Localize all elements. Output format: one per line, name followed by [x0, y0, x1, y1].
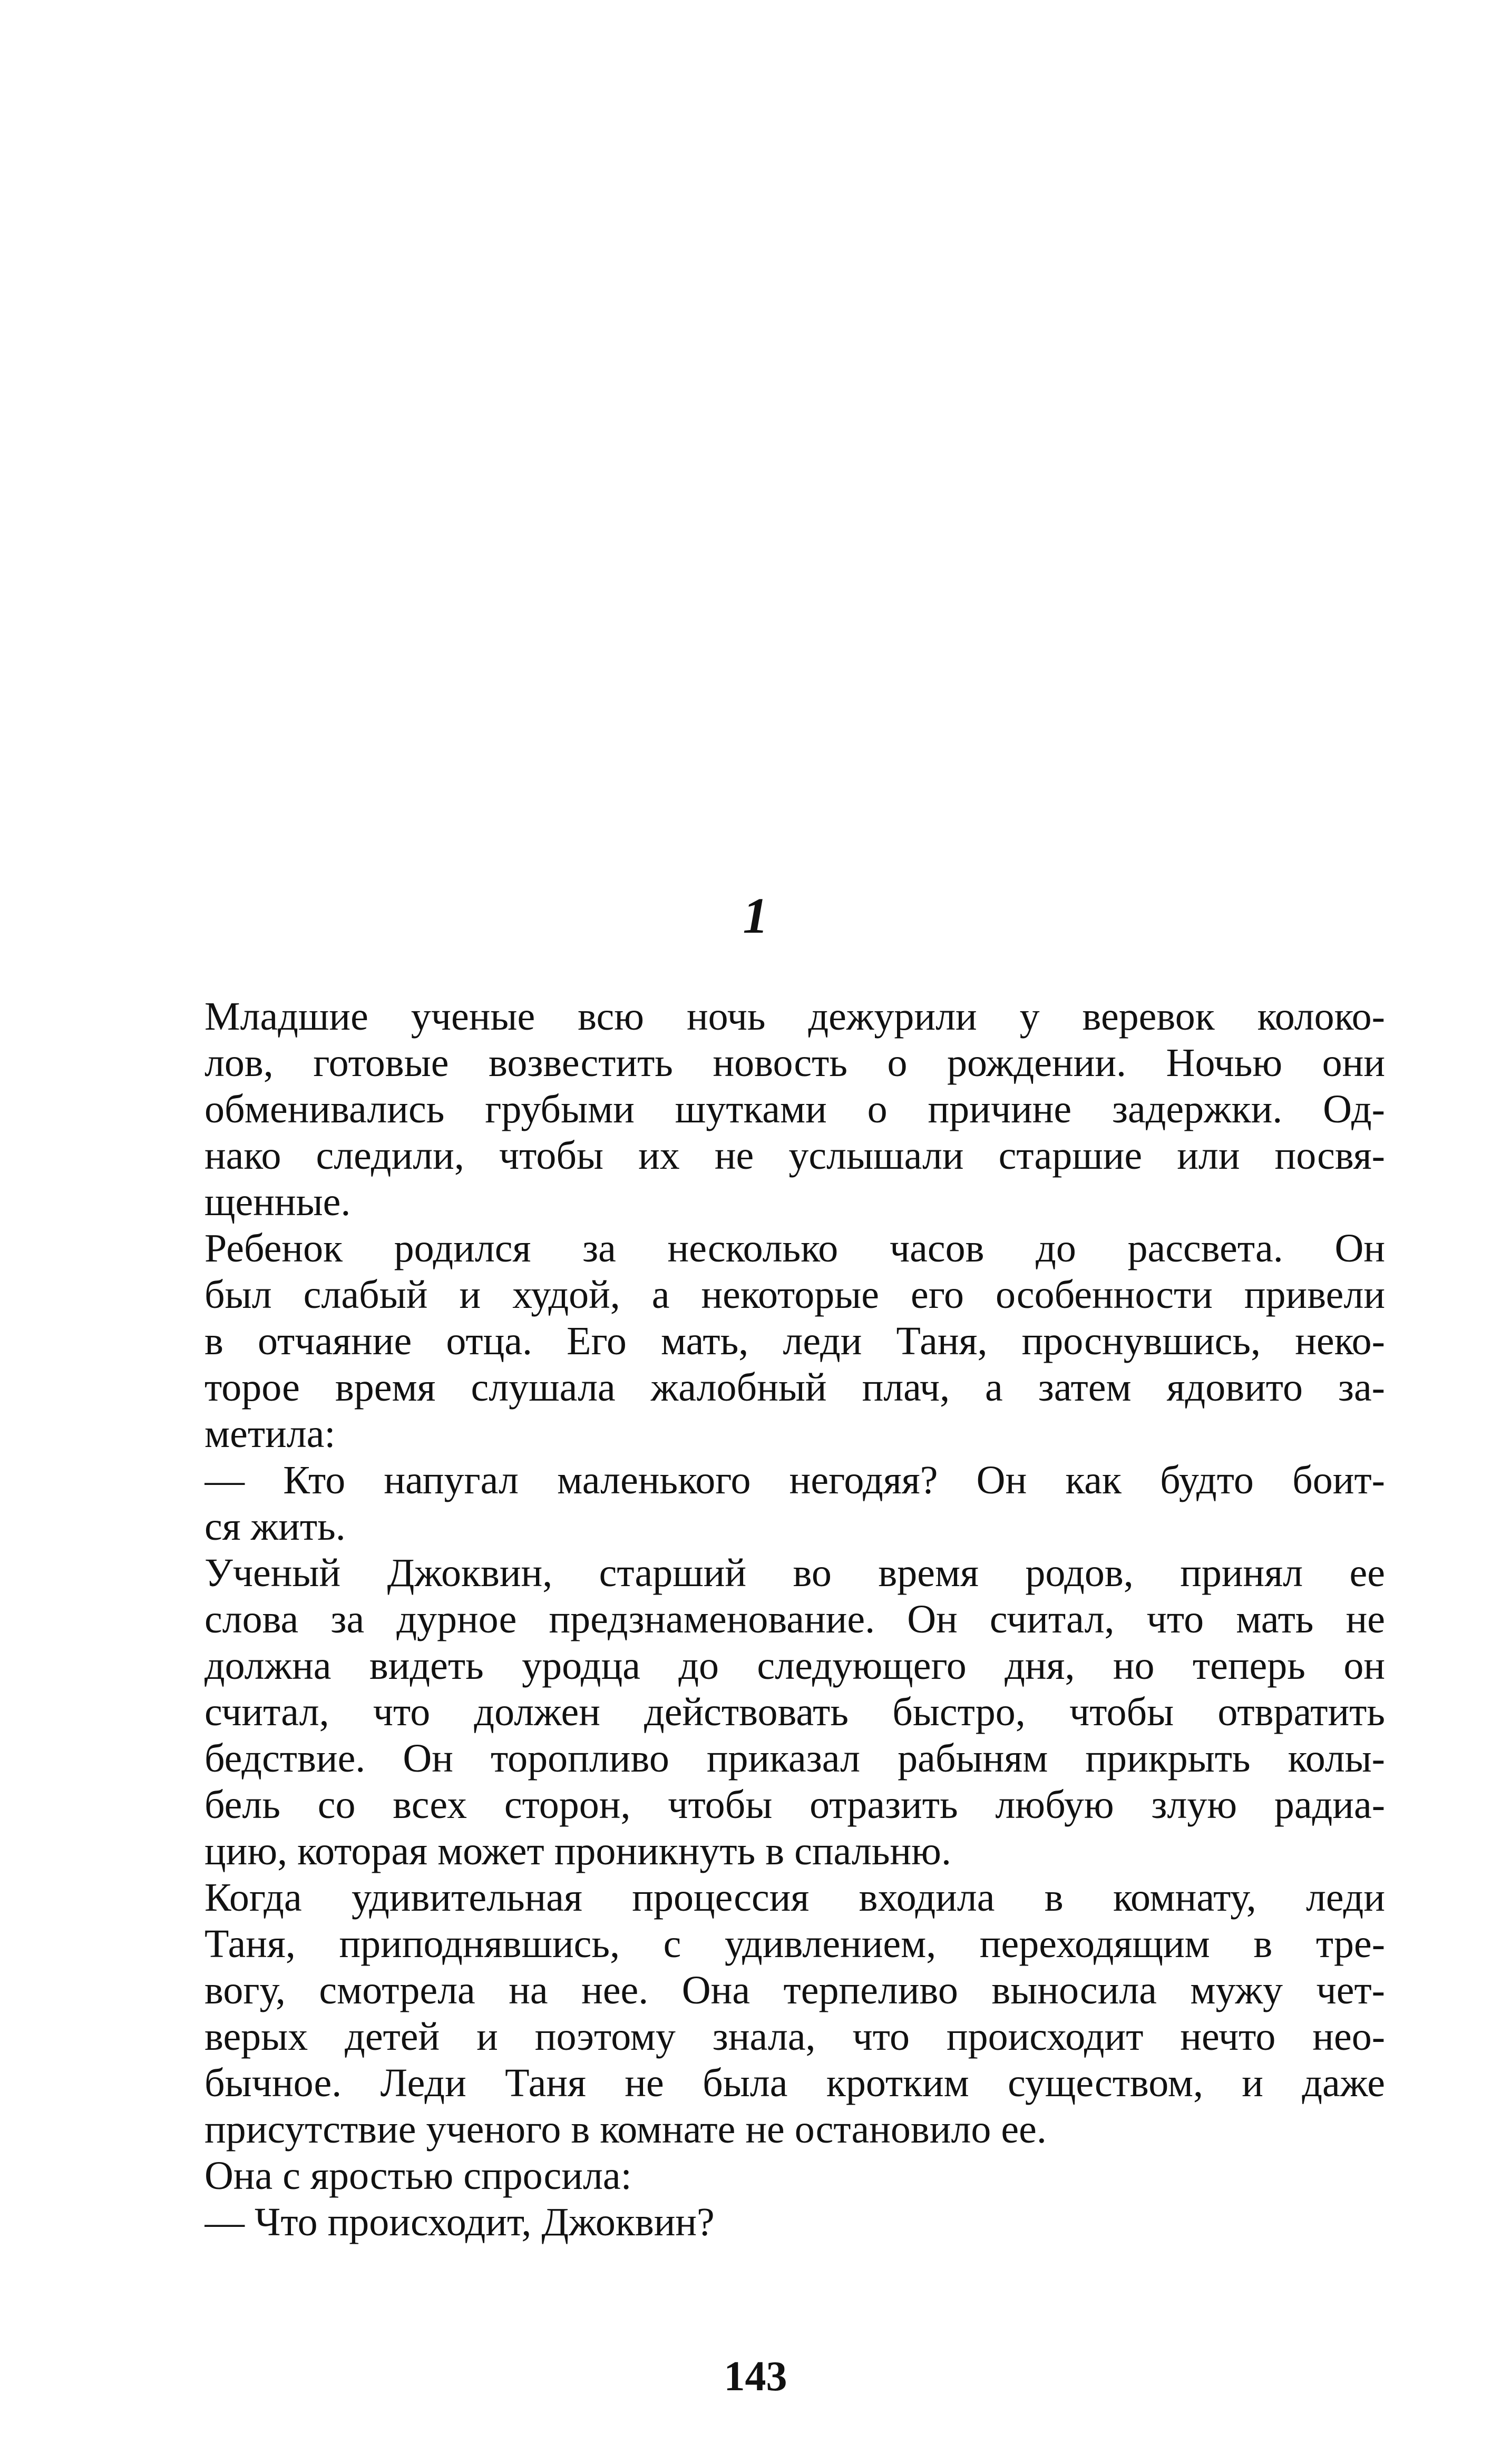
- text-line: должна видеть уродца до следующего дня, но теперь он: [204, 1644, 1385, 1688]
- body-text: [204, 993, 1385, 2245]
- text-line: Младшие ученые всю ночь дежурили у веревок колоко-: [204, 994, 1385, 1039]
- text-line: Ученый Джоквин, старший во время родов, принял ее: [204, 1551, 1385, 1595]
- text-line: слова за дурное предзнаменование. Он считал, что мать не: [204, 1597, 1385, 1641]
- paragraph: [204, 1874, 1385, 2153]
- text-line: цию, которая может проникнуть в спальню.: [204, 1829, 951, 1873]
- paragraph: [204, 1225, 1385, 1457]
- text-line: щенные.: [204, 1180, 351, 1224]
- text-line: Когда удивительная процессия входила в комнату, леди: [204, 1875, 1385, 1920]
- paragraph: [204, 1550, 1385, 1874]
- text-line: верых детей и поэтому знала, что происходит нечто нео-: [204, 2015, 1385, 2059]
- text-line: считал, что должен действовать быстро, чтобы отвратить: [204, 1690, 1385, 1734]
- paragraph: [204, 1457, 1385, 1550]
- chapter-number: 1: [743, 887, 768, 944]
- text-line: был слабый и худой, а некоторые его особенности привели: [204, 1273, 1385, 1317]
- text-line: ся жить.: [204, 1504, 346, 1549]
- text-line: бедствие. Он торопливо приказал рабыням прикрыть колы-: [204, 1736, 1385, 1781]
- text-line: — Что происходит, Джоквин?: [204, 2200, 715, 2244]
- text-line: лов, готовые возвестить новость о рождении. Ночью они: [204, 1041, 1385, 1085]
- text-line: Ребенок родился за несколько часов до рассвета. Он: [204, 1226, 1385, 1270]
- text-line: метила:: [204, 1412, 336, 1456]
- text-line: в отчаяние отца. Его мать, леди Таня, проснувшись, неко-: [204, 1319, 1385, 1363]
- text-line: Она с яростью спросила:: [204, 2154, 632, 2198]
- paragraph: [204, 2153, 1385, 2199]
- text-line: бычное. Леди Таня не была кротким существом, и даже: [204, 2061, 1385, 2105]
- text-line: бель со всех сторон, чтобы отразить любую злую радиа-: [204, 1783, 1385, 1827]
- paragraph: [204, 2199, 1385, 2245]
- text-line: обменивались грубыми шутками о причине задержки. Од-: [204, 1087, 1385, 1131]
- text-line: вогу, смотрела на нее. Она терпеливо выносила мужу чет-: [204, 1968, 1385, 2012]
- page-number: 143: [724, 2353, 787, 2400]
- text-line: — Кто напугал маленького негодяя? Он как будто боит-: [204, 1458, 1385, 1502]
- text-line: присутствие ученого в комнате не остановило ее.: [204, 2107, 1047, 2152]
- text-line: Таня, приподнявшись, с удивлением, переходящим в тре-: [204, 1922, 1385, 1966]
- text-line: торое время слушала жалобный плач, а затем ядовито за-: [204, 1365, 1385, 1410]
- text-line: нако следили, чтобы их не услышали старшие или посвя-: [204, 1133, 1385, 1178]
- paragraph: [204, 993, 1385, 1225]
